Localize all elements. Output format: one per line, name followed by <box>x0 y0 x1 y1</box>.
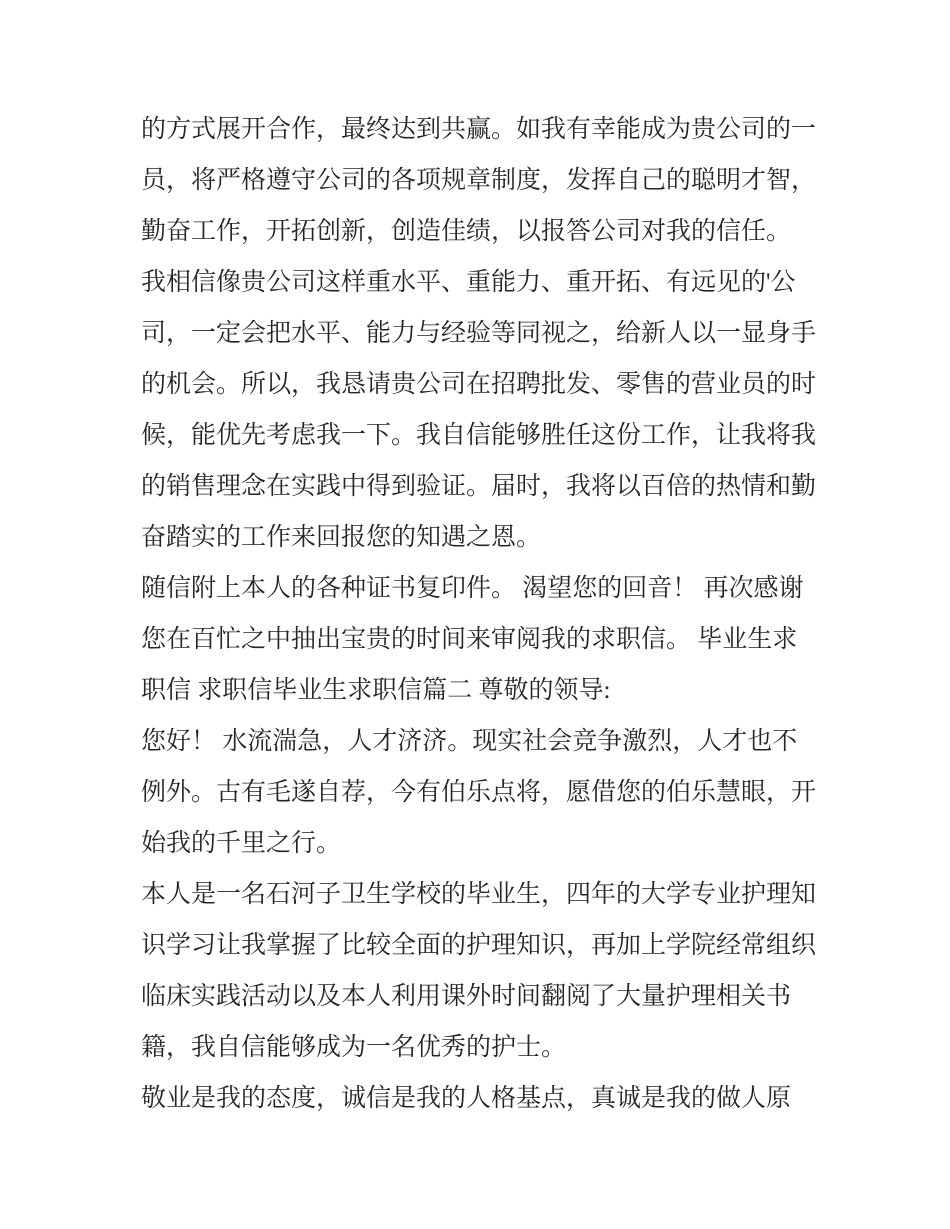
text-line: 司，一定会把水平、能力与经验等同视之，给新人以一显身手 <box>141 320 817 347</box>
text-line: 籍，我自信能够成为一名优秀的护士。 <box>141 1034 567 1061</box>
text-line: 您在百忙之中抽出宝贵的时间来审阅我的求职信。 毕业生求 <box>141 626 798 653</box>
text-line: 随信附上本人的各种证书复印件。 渴望您的回音！ 再次感谢 <box>141 575 804 602</box>
text-line: 敬业是我的态度，诚信是我的人格基点，真诚是我的做人原 <box>141 1085 792 1112</box>
document-text-block <box>141 104 841 1124</box>
text-line: 的机会。所以，我恳请贵公司在招聘批发、零售的营业员的时 <box>141 371 817 398</box>
text-line: 我相信像贵公司这样重水平、重能力、重开拓、有远见的'公 <box>141 269 796 296</box>
text-line: 始我的千里之行。 <box>141 830 342 857</box>
text-line: 职信 求职信毕业生求职信篇二 尊敬的领导: <box>141 677 611 704</box>
text-line: 您好！ 水流湍急，人才济济。现实社会竞争激烈，人才也不 <box>141 728 798 755</box>
text-line: 本人是一名石河子卫生学校的毕业生，四年的大学专业护理知 <box>141 881 817 908</box>
text-line: 的销售理念在实践中得到验证。届时，我将以百倍的热情和勤 <box>141 473 817 500</box>
text-line: 奋踏实的工作来回报您的知遇之恩。 <box>141 524 542 551</box>
text-line: 临床实践活动以及本人利用课外时间翻阅了大量护理相关书 <box>141 983 792 1010</box>
text-line: 例外。古有毛遂自荐，今有伯乐点将，愿借您的伯乐慧眼，开 <box>141 779 817 806</box>
text-line: 勤奋工作，开拓创新，创造佳绩，以报答公司对我的信任。 <box>141 218 792 245</box>
text-line: 候，能优先考虑我一下。我自信能够胜任这份工作，让我将我 <box>141 422 817 449</box>
text-line: 员，将严格遵守公司的各项规章制度，发挥自己的聪明才智， <box>141 167 817 194</box>
text-line: 识学习让我掌握了比较全面的护理知识，再加上学院经常组织 <box>141 932 817 959</box>
text-line: 的方式展开合作，最终达到共赢。如我有幸能成为贵公司的一 <box>141 116 817 143</box>
